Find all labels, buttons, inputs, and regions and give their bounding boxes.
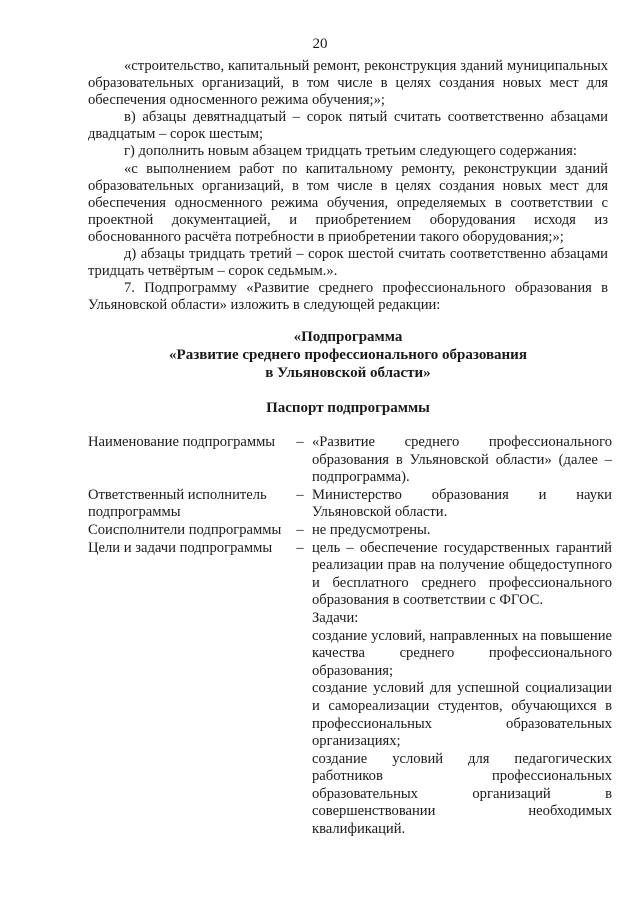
- paragraph: д) абзацы тридцать третий – сорок шестой считать соответственно абзацами тридцать четвёртым – сорок седьмым.».: [88, 246, 608, 280]
- row-dash: –: [296, 486, 304, 503]
- row-label: Цели и задачи подпрограммы: [88, 539, 273, 556]
- title-line: «Подпрограмма: [293, 329, 403, 345]
- paragraph: г) дополнить новым абзацем тридцать третьим следующего содержания:: [124, 143, 577, 160]
- row-dash: –: [296, 434, 304, 450]
- value-line: создание условий, направленных на повышение качества среднего профессионального образования;: [312, 627, 612, 679]
- value-line: создание условий для успешной социализации и самореализации студентов, обучающихся в профессиональных образовательных организациях;: [312, 680, 612, 750]
- passport-row: [88, 540, 613, 839]
- row-value: [312, 540, 612, 839]
- body-text: [88, 58, 608, 314]
- value-line: Задачи:: [312, 609, 359, 626]
- value-line: «Развитие среднего профессионального образования в Ульяновской области» (далее – подпрограмма).: [312, 434, 612, 486]
- paragraph: 7. Подпрограмму «Развитие среднего профессионального образования в Ульяновской области» изложить в следующей редакции:: [88, 280, 608, 314]
- passport-row: [88, 522, 613, 540]
- value-line: Министерство образования и науки Ульяновской области.: [312, 486, 612, 521]
- passport-row: [88, 487, 613, 522]
- page-number: 20: [312, 36, 328, 52]
- subprogram-title: [88, 328, 608, 382]
- value-line: создание условий для педагогических работников профессиональных образовательных организаций в совершенствовании необходимых квалификаций.: [312, 750, 612, 838]
- paragraph: в) абзацы девятнадцатый – сорок пятый считать соответственно абзацами двадцатым – сорок шестым;: [88, 109, 608, 143]
- passport-row: [88, 434, 613, 487]
- value-line: не предусмотрены.: [312, 521, 431, 538]
- paragraph: «строительство, капитальный ремонт, реконструкция зданий муниципальных образовательных организаций, в том числе в целях создания новых мест для обеспечения односменного режима обучения;»;: [88, 58, 608, 109]
- row-label: Наименование подпрограммы: [88, 434, 276, 450]
- title-line: в Ульяновской области»: [265, 365, 431, 381]
- value-line: цель – обеспечение государственных гарантий реализации прав на получение общедоступного и бесплатного среднего профессионального образования в соответствии с ФГОС.: [312, 539, 612, 609]
- row-dash: –: [296, 539, 304, 556]
- passport-table: [88, 434, 613, 839]
- paragraph: «с выполнением работ по капитальному ремонту, реконструкции зданий образовательных организаций, в том числе в целях создания новых мест для обеспечения односменного режима обучения, определяемых в соответствии с проектной документацией, и приобретением оборудования исходя из обоснованного расчёта потребности в приобретении такого оборудования;»;: [88, 160, 608, 245]
- row-value: [312, 487, 612, 522]
- row-value: [312, 434, 612, 487]
- passport-title: Паспорт подпрограммы: [266, 400, 430, 416]
- row-value: [312, 522, 612, 540]
- title-line: «Развитие среднего профессионального образования: [169, 347, 527, 363]
- row-label: Соисполнители подпрограммы: [88, 521, 282, 538]
- row-label: Ответственный исполнитель подпрограммы: [88, 486, 267, 521]
- row-dash: –: [296, 521, 304, 538]
